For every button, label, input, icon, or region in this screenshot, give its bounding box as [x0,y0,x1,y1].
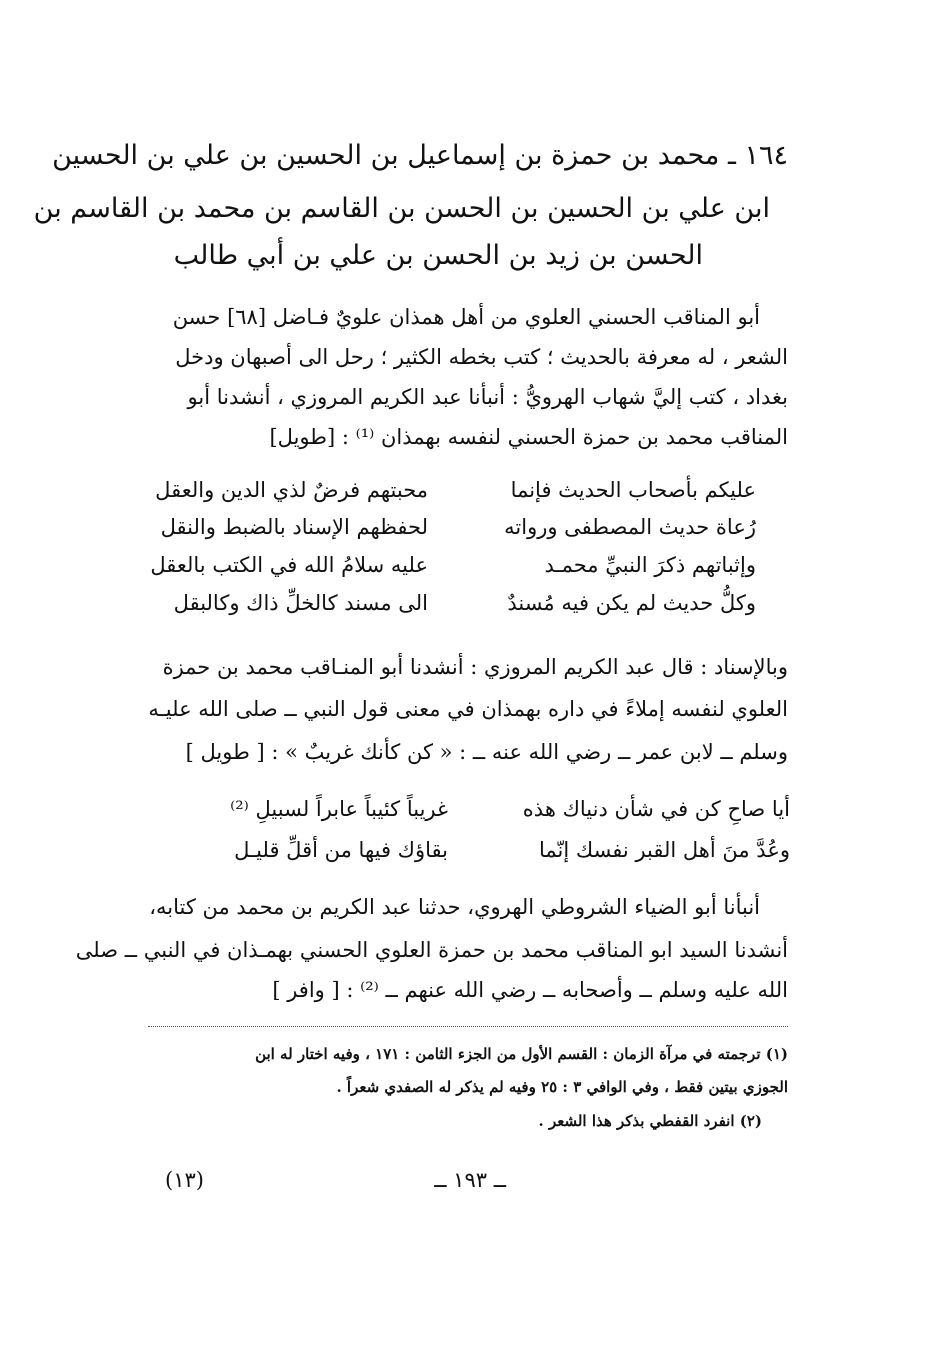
footnote-1-line-2: الجوزي بيتين فقط ، وفي الوافي ٣ : ٢٥ وفيه لم يذكر له الصفدي شعراً . [336,1078,788,1096]
poem1-verse-1-left: محبتهم فرضٌ لذي الدين والعقل [155,478,428,502]
poem1-verse-2-left: لحفظهم الإسناد بالضبط والنقل [160,515,428,539]
poem2-verse-1-right: أيا صاحِ كن في شأن دنياك هذه [522,797,790,821]
para2-line-1: وبالإسناد : قال عبد الكريم المروزي : أنشدنا أبو المنـاقب محمد بن حمزة [162,655,788,679]
poem1-verse-2-right: رُعاة حديث المصطفى ورواته [504,515,756,539]
page-number: ــ ١٩٣ ــ [434,1168,506,1192]
para2-line-3: وسلم ــ لابن عمر ــ رضي الله عنه ــ : « كن كأنك غريبٌ » : [ طويل ] [185,740,788,764]
poem1-verse-3-right: وإثباتهم ذكرَ النبيِّ محمـد [544,553,756,577]
entry-title-line-2: ابن علي بن الحسين بن الحسن بن القاسم بن محمد بن القاسم بن [33,193,770,224]
poem1-verse-4-left: الى مسند كالخلِّ ذاك وكالبقل [173,591,428,615]
para3-line-3: الله عليه وسلم ــ وأصحابه ــ رضي الله عنهم ــ ⁽²⁾ : [ وافر ] [272,978,788,1002]
entry-title-line-1: ١٦٤ ـ محمد بن حمزة بن إسماعيل بن الحسين بن علي بن الحسين [52,140,788,171]
para3-line-2: أنشدنا السيد ابو المناقب محمد بن حمزة العلوي الحسني بهمـذان في النبي ــ صلى [75,938,788,962]
poem1-verse-3-left: عليه سلامُ الله في الكتب بالعقل [150,553,428,577]
para2-line-2: العلوي لنفسه إملاءً في داره بهمذان في معنى قول النبي ــ صلى الله عليـه [148,697,788,721]
poem1-verse-1-right: عليكم بأصحاب الحديث فإنما [510,478,756,502]
para1-line-2: الشعر ، له معرفة بالحديث ؛ كتب بخطه الكثير ؛ رحل الى أصبهان ودخل [175,345,788,369]
para1-line-3: بغداد ، كتب إليَّ شهاب الهرويُّ : أنبأنا عبد الكريم المروزي ، أنشدنا أبو [187,385,788,409]
para1-line-4: المناقب محمد بن حمزة الحسني لنفسه بهمذان ⁽¹⁾ : [طويل] [269,425,788,449]
para1-line-1: أبو المناقب الحسني العلوي من أهل همذان علويٌ فـاضل [٦٨] حسن [172,305,760,329]
signature-mark: (١٣) [165,1168,204,1192]
poem1-verse-4-right: وكلُّ حديث لم يكن فيه مُسندٌ [507,591,756,615]
para3-line-1: أنبأنا أبو الضياء الشروطي الهروي، حدثنا عبد الكريم بن محمد من كتابه، [149,895,760,919]
footnote-separator [148,1026,788,1027]
poem2-verse-2-right: وعُدَّ منَ أهل القبر نفسك إنّما [538,838,790,862]
footnote-1-line-1: (١) ترجمته في مرآة الزمان : القسم الأول من الجزء الثامن : ١٧١ ، وفيه اختار له ابن [255,1045,788,1063]
entry-title-line-3: الحسن بن زيد بن الحسن بن علي بن أبي طالب [173,240,703,271]
poem2-verse-1-left: غريباً كئيباً عابراً لسبيلِ ⁽²⁾ [230,797,448,821]
footnote-2: (٢) انفرد القفطي بذكر هذا الشعر . [538,1112,762,1130]
poem2-verse-2-left: بقاؤك فيها من أقلِّ قليـل [234,838,448,862]
